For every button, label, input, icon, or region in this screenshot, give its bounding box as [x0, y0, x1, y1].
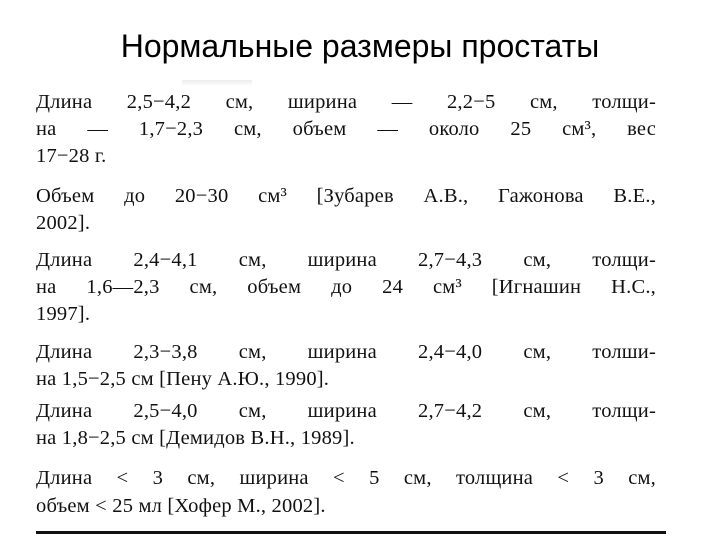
text-line: Длина < 3 см, ширина < 5 см, толщина < 3 см, — [36, 467, 656, 489]
text-line: Длина 2,4−4,1 см, ширина 2,7−4,3 см, толщи- — [36, 249, 656, 271]
text-line: на 1,6—2,3 см, объем до 24 см³ [Игнашин Н.С., — [36, 276, 656, 298]
scan-smudge — [182, 80, 252, 86]
text-line: Длина 2,3−3,8 см, ширина 2,4−4,0 см, толши- — [36, 341, 656, 363]
text-line: на 1,5−2,5 см [Пену А.Ю., 1990]. — [36, 368, 330, 390]
bottom-rule — [36, 531, 666, 534]
scanned-text-block — [36, 86, 666, 540]
text-line: 2002]. — [36, 212, 91, 234]
text-line: на 1,8−2,5 см [Демидов В.Н., 1989]. — [36, 427, 355, 449]
text-line: 17−28 г. — [36, 145, 107, 167]
text-line: Длина 2,5−4,2 см, ширина — 2,2−5 см, толщи- — [36, 91, 656, 113]
text-line: Длина 2,5−4,0 см, ширина 2,7−4,2 см, толщи- — [36, 400, 656, 422]
slide-title: Нормальные размеры простаты — [120, 28, 600, 64]
text-line: Объем до 20−30 см³ [Зубарев А.В., Гажонова В.Е., — [36, 185, 656, 207]
text-line: на — 1,7−2,3 см, объем — около 25 см³, вес — [36, 118, 656, 140]
text-line: объем < 25 мл [Хофер М., 2002]. — [36, 495, 326, 517]
text-line: 1997]. — [36, 303, 91, 325]
